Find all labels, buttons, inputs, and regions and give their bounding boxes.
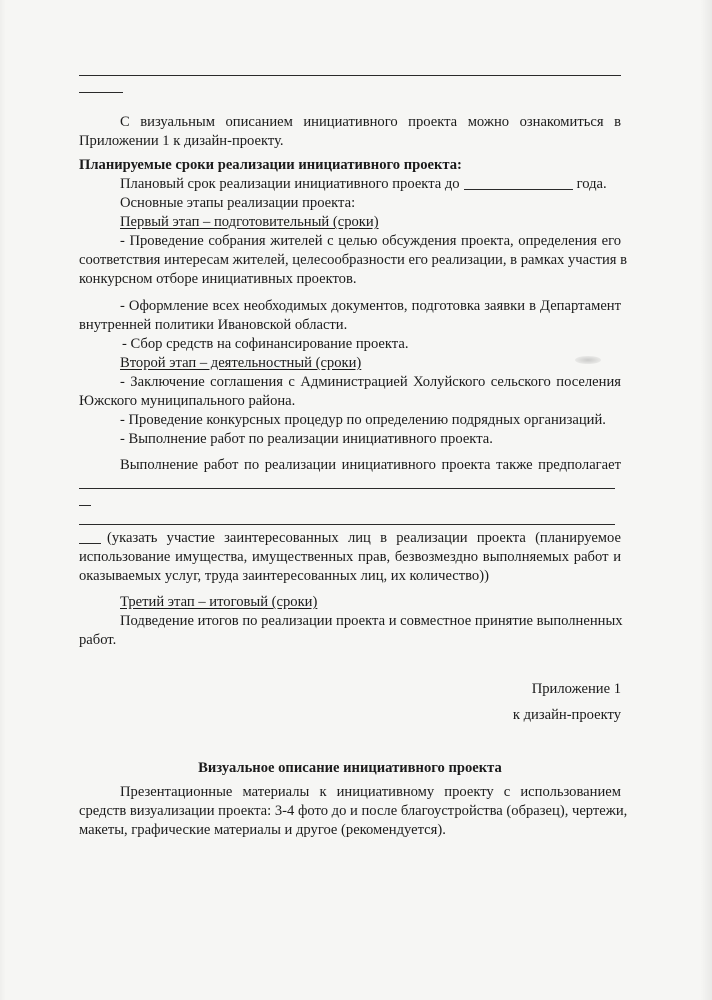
- stage2-item3: - Выполнение работ по реализации инициативного проекта.: [120, 431, 493, 447]
- deadline-line: [120, 175, 621, 194]
- appendix-ref: к дизайн-проекту: [512, 707, 621, 723]
- blank-line: [79, 488, 615, 489]
- stage1-item2-line2: внутренней политики Ивановской области.: [79, 317, 348, 333]
- appendix-line1: Презентационные материалы к инициативному проекту с использованием: [120, 784, 621, 800]
- stage2-also: Выполнение работ по реализации инициативного проекта также предполагает: [120, 457, 621, 473]
- blank-line: [79, 75, 621, 76]
- appendix-line2: средств визуализации проекта: 3-4 фото до и после благоустройства (образец), чертежи,: [79, 803, 628, 819]
- stage2-note-line2: использование имущества, имущественных прав, безвозмездно выполняемых работ и: [79, 549, 621, 565]
- stage2-item2: - Проведение конкурсных процедур по определению подрядных организаций.: [120, 412, 606, 428]
- stage2-note-line1: (указать участие заинтересованных лиц в реализации проекта (планируемое: [107, 530, 621, 546]
- stage2-note-line3: оказываемых услуг, труда заинтересованных лиц, их количество)): [79, 568, 489, 584]
- stage3-line2: работ.: [79, 632, 117, 648]
- blank-line: [79, 524, 615, 525]
- stage1-item3: - Сбор средств на софинансирование проекта.: [122, 336, 409, 352]
- stage2-item1-line2: Южского муниципального района.: [79, 393, 296, 409]
- stage2-title: Второй этап – деятельностный (сроки): [120, 355, 362, 371]
- deadline-blank: [464, 175, 573, 190]
- stage2-item1-line1: - Заключение соглашения с Администрацией Холуйского сельского поселения: [120, 374, 621, 390]
- stage3-line1: Подведение итогов по реализации проекта и совместное принятие выполненных: [120, 613, 623, 629]
- intro-line-1: С визуальным описанием инициативного проекта можно ознакомиться в: [120, 114, 621, 130]
- appendix-heading: Визуальное описание инициативного проекта: [198, 760, 502, 776]
- stage1-item1-line3: конкурсном отборе инициативных проектов.: [79, 271, 357, 287]
- terms-heading: Планируемые сроки реализации инициативного проекта:: [79, 157, 462, 173]
- paper-smudge: [575, 356, 601, 364]
- stage3-title: Третий этап – итоговый (сроки): [120, 594, 318, 610]
- intro-line-2: Приложении 1 к дизайн-проекту.: [79, 133, 284, 149]
- deadline-text: Плановый срок реализации инициативного проекта до: [120, 176, 460, 192]
- blank-line-end: [79, 92, 123, 93]
- stage1-item1-line1: - Проведение собрания жителей с целью обсуждения проекта, определения его: [120, 233, 621, 249]
- stage1-item1-line2: соответствия интересам жителей, целесообразности его реализации, в рамках участия в: [79, 252, 628, 268]
- blank-line-start: [79, 543, 101, 544]
- appendix-line3: макеты, графические материалы и другое (рекомендуется).: [79, 822, 446, 838]
- stages-intro: Основные этапы реализации проекта:: [120, 195, 356, 211]
- appendix-label: Приложение 1: [531, 681, 621, 697]
- stage1-title: Первый этап – подготовительный (сроки): [120, 214, 379, 230]
- stage1-item2-line1: - Оформление всех необходимых документов, подготовка заявки в Департамент: [120, 298, 621, 314]
- blank-line-end: [79, 505, 91, 506]
- deadline-year: года.: [576, 176, 607, 192]
